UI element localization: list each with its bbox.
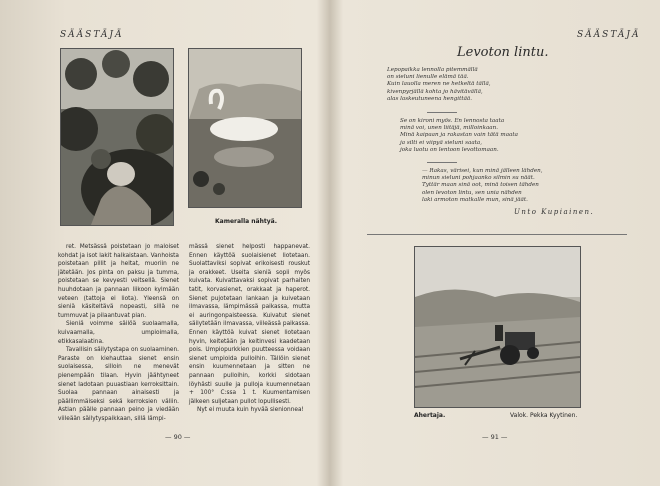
poem-author: Unto Kupiainen. <box>514 208 595 216</box>
poem-stanza-3: — Rakas, värisei, kun minä jälleen lähden, minun sieluni pohjaanko silmin su näät. Tyttär maan sinä oot, minä toisen tähden olen levoton lintu, sen unia nähden laki armoton matkalle mun, sinä jäät. <box>422 168 543 203</box>
page-number-right: — 91 — <box>482 433 508 441</box>
photo-woman-plants-image <box>61 49 173 225</box>
photo-swan-image <box>189 49 301 207</box>
stanza-divider <box>427 112 457 113</box>
photo-plowing-image <box>415 247 580 407</box>
page-header-left: SÄÄSTÄJÄ <box>60 30 124 40</box>
left-page <box>0 0 328 486</box>
article-column-2 <box>189 243 310 428</box>
article-paragraph: Tavallisin säilytystapa on suolaaminen. Paraste on kiehauttaa sienet ensin suolaisessa, silloin ne menevät pienempään tilaan. Hyvin jäähtyneet sienet ladotaan puuastiaan kerroksittain. Suolaa pannaan ainaisesti ja päällimmäiseksi sekä kerroksien väliin. Astian päälle pannaan peino ja viedään viileään säilytyspaikkaan, sillä lämpi- <box>58 347 179 422</box>
article-paragraph: Nyt ei muuta kuin hyvää sienionnea! <box>197 407 304 414</box>
photo-swan <box>188 48 302 208</box>
poem-stanza-2: Se on kironi myös. En lennosta taata minä voi, unen liitäjä, milloinkaan. Minä kaipaan ja rakastan vain tätä maata ja silti ei viipyä sieluni saata, joka luotu on lentoon levottomaan. <box>400 118 518 153</box>
photo-plowing <box>414 246 581 408</box>
photo-caption-title: Ahertaja. <box>414 412 446 419</box>
stanza-divider <box>427 162 457 163</box>
photo-woman-plants <box>60 48 174 226</box>
article-paragraph: mässä sienet helposti happanevat. Ennen käyttöä suolaisienet liotetaan. Suolattaviksi sopivat erikoisesti rouskut ja orakkeet. Useita sieniä sopii myös kuivata. Kuivattavaksi sopivat parhaiten tatit, korvasienet, orakkaat ja haperot. Sienet pujotetaan lankaan ja kuivetaan ilmavassa, lämpimässä paikassa, mutta ei auringonpaisteessa. Kuivatut sienet säilytetään ilmavassa, viileässä paikassa. Ennen käyttöä kuivat sienet liotetaan hyvin, keitetään ja keitinvesi kaadetaan pois. Umpiopurkkien puutteessa voidaan sienet umpioida pulloihin. Tällöin sienet ensin kuumennetaan ja sitten ne pannaan pulloihin, korkki sidotaan löyhästi suulle ja pulloja kuumennetaan + 100° C:ssa 1 t. Kuumentamisen jälkeen suljetaan pullot lopullisesti. <box>189 244 310 405</box>
poem-stanza-1: Lepopaikka lennolla pitemmällä on sieluni lienulle elämä tää. Kuin lauolla meren ne hetkeltä tällä, kivenpyrjällä kohta jo hävitävällä, alas laskeutuneena hengittää. <box>387 67 491 102</box>
article-paragraph: Sieniä voimme säilöä suolaamalla, kuivaamalla, umpioimalla, etikkasalaatina. <box>58 321 179 345</box>
article-paragraph: ret. Metsässä poistetaan jo maloiset kohdat ja isot lakit halkaistaan. Vanhoista poistetaan pillit ja heltat, muoriin ne jätetään. Jos pinta on paksu ja tumma, poistetaan se kevyesti veitsellä. Sienet huuhdotaan ja pannaan liikoon kylmään veteen (tattoja ei liota). Yleensä on sieniä käsiteltävä nopeasti, sillä ne tummuvat ja pilaantuvat pian. <box>58 244 179 319</box>
article-column-1 <box>58 243 179 428</box>
poem-title: Levoton lintu. <box>457 45 549 60</box>
photo-caption-left: Kameralla nähtyä. <box>215 218 277 225</box>
page-number-left: — 90 — <box>165 433 191 441</box>
article-columns <box>58 243 310 428</box>
right-page <box>332 0 660 486</box>
photo-caption-credit: Valok. Pekka Kyytinen. <box>510 412 578 419</box>
section-rule <box>367 234 627 235</box>
page-header-right: SÄÄSTÄJÄ <box>577 30 641 40</box>
